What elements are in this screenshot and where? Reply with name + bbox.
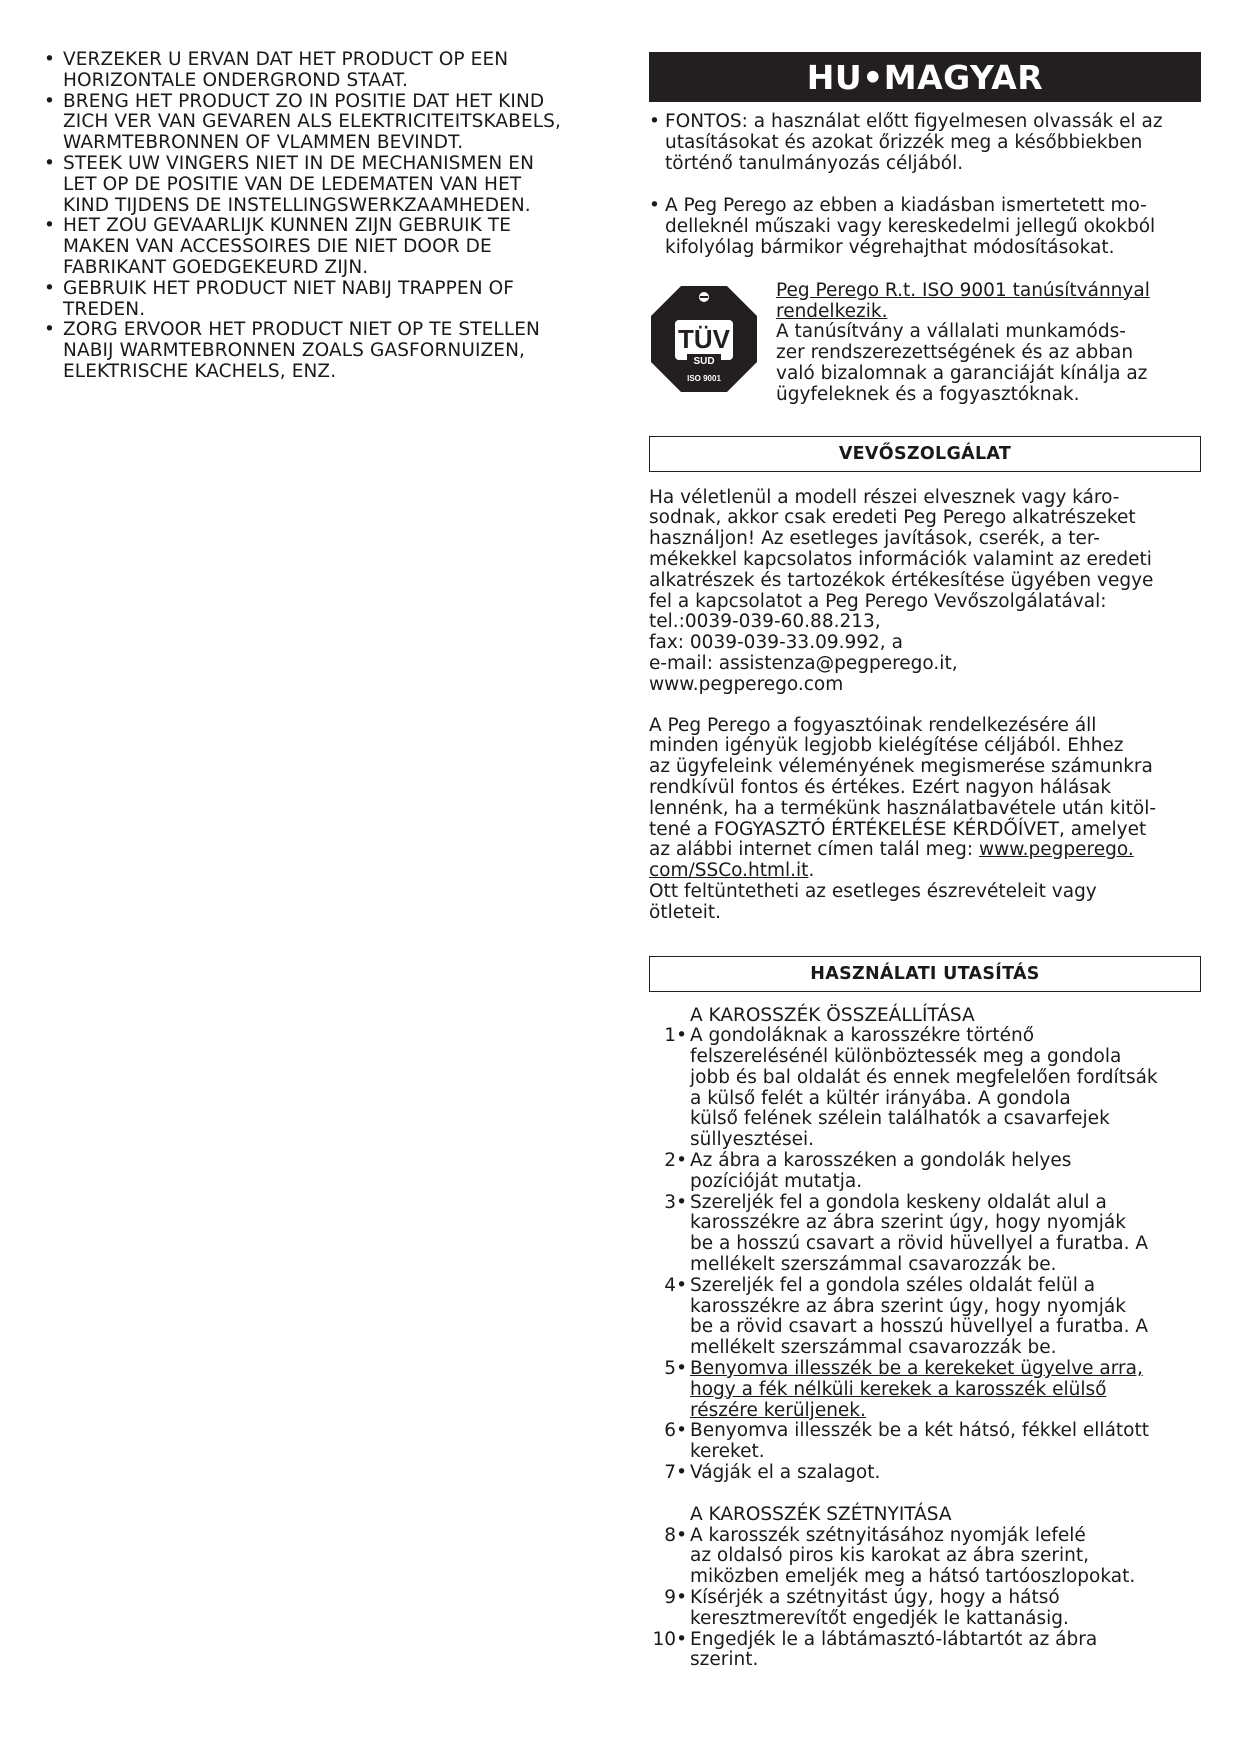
bullet-icon: • xyxy=(676,1358,687,1380)
bullet-icon: • xyxy=(676,1628,687,1650)
logo-main-text: TÜV xyxy=(678,323,730,354)
warning-line: ZORG ERVOOR HET PRODUCT NIET OP TE STELLEN xyxy=(63,319,540,341)
step-number-value: 3 xyxy=(664,1191,677,1213)
step-line: az oldalsó piros kis karokat az ábra szerint, xyxy=(690,1545,1090,1567)
instruction-step xyxy=(649,1463,1201,1484)
step-number xyxy=(649,1151,690,1172)
step-line: Szereljék fel a gondola széles oldalát felül a xyxy=(690,1274,1096,1296)
customer-service-line: mékekkel kapcsolatos információk valamint az eredeti xyxy=(649,548,1152,570)
warning-line: HORIZONTALE ONDERGROND STAAT. xyxy=(63,69,409,91)
intro-line: kifolyólag bármikor végrehajthat módosításokat. xyxy=(665,236,1115,258)
certificate-block xyxy=(649,281,1201,406)
warning-line: VERZEKER U ERVAN DAT HET PRODUCT OP EEN xyxy=(63,49,509,70)
feedback-line: lennénk, ha a termékünk használatbavétele után kitöl- xyxy=(649,797,1157,819)
step-line: be a hosszú csavart a rövid hüvellyel a furatba. A xyxy=(690,1233,1149,1255)
step-line: A gondoláknak a karosszékre történő xyxy=(690,1025,1035,1047)
step-line: felszerelésénél különböztessék meg a gondola xyxy=(690,1046,1122,1068)
step-line: szerint. xyxy=(690,1649,759,1671)
feedback-line: A Peg Perego a fogyasztóinak rendelkezésére áll xyxy=(649,714,1097,736)
survey-link-part2[interactable]: com/SSCo.html.it xyxy=(649,860,809,882)
step-number-value: 10 xyxy=(652,1628,677,1650)
warning-item xyxy=(44,279,604,321)
warning-line: WARMTEBRONNEN OF VLAMMEN BEVINDT. xyxy=(63,132,464,154)
intro-bullet-item xyxy=(649,196,1201,258)
bullet-icon: • xyxy=(676,1274,687,1296)
customer-service-line: használjon! Az esetleges javítások, cserék, a ter- xyxy=(649,528,1100,550)
instruction-step xyxy=(649,1588,1201,1630)
bullet-icon: • xyxy=(676,1587,687,1609)
step-number xyxy=(649,1276,690,1297)
customer-service-paragraph xyxy=(649,488,1201,696)
step-line: Szereljék fel a gondola keskeny oldalát alul a xyxy=(690,1191,1107,1213)
bullet-icon: • xyxy=(44,49,56,70)
certificate-body-line: zer rendszerezettségének és az abban xyxy=(776,342,1134,364)
feedback-link-line xyxy=(649,840,1201,861)
warning-item xyxy=(44,50,604,92)
step-text xyxy=(690,1463,1201,1484)
step-number xyxy=(649,1463,690,1484)
step-number-value: 1 xyxy=(664,1025,677,1047)
instruction-step xyxy=(649,1193,1201,1276)
warning-line: ELEKTRISCHE KACHELS, ENZ. xyxy=(63,360,337,382)
step-number xyxy=(649,1359,690,1380)
logo-sub-text: SUD xyxy=(693,355,715,367)
warning-line: TREDEN. xyxy=(63,298,146,320)
certificate-body xyxy=(776,322,1150,405)
step-number xyxy=(649,1026,690,1047)
intro-line: delleknél műszaki vagy kereskedelmi jellegű okokból xyxy=(665,216,1156,238)
certificate-body-line: való bizalomnak a garanciáját kínálja az xyxy=(776,362,1148,384)
warning-line: NABIJ WARMTEBRONNEN ZOALS GASFORNUIZEN, xyxy=(63,340,526,362)
certificate-body-line: A tanúsítvány a vállalati munkamóds- xyxy=(776,321,1126,343)
warning-line: MAKEN VAN ACCESSOIRES DIE NIET DOOR DE xyxy=(63,236,492,258)
customer-service-line: e-mail: assistenza@pegperego.it, xyxy=(649,652,958,674)
instruction-step xyxy=(649,1026,1201,1151)
step-line: Az ábra a karosszéken a gondolák helyes xyxy=(690,1150,1072,1172)
step-number-value: 2 xyxy=(664,1150,677,1172)
step-number-value: 8 xyxy=(664,1524,677,1546)
warning-list xyxy=(44,50,604,383)
opening-subheading: A KAROSSZÉK SZÉTNYITÁSA xyxy=(690,1503,952,1525)
feedback-tail xyxy=(649,882,1201,924)
certificate-body-line: ügyfeleknek és a fogyasztóknak. xyxy=(776,383,1080,405)
warning-line: LET OP DE POSITIE VAN DE LEDEMATEN VAN HET xyxy=(63,173,522,195)
bullet-icon: • xyxy=(44,90,56,112)
step-line: a külső felét a kültér irányába. A gondola xyxy=(690,1087,1071,1109)
intro-line: FONTOS: a használat előtt figyelmesen olvassák el az xyxy=(665,111,1163,132)
warning-line: GEBRUIK HET PRODUCT NIET NABIJ TRAPPEN OF xyxy=(63,277,515,299)
step-number xyxy=(638,1630,690,1651)
dutch-warnings xyxy=(44,50,604,383)
customer-service-line: fel a kapcsolatot a Peg Perego Vevőszolgálatával: xyxy=(649,590,1107,612)
customer-service-line: tel.:0039-039-60.88.213, xyxy=(649,611,881,633)
step-text xyxy=(690,1359,1201,1421)
step-line: süllyesztései. xyxy=(690,1129,814,1151)
warning-item xyxy=(44,216,604,278)
step-number-value: 6 xyxy=(664,1420,677,1442)
step-line: karosszékre az ábra szerint úgy, hogy nyomják xyxy=(690,1295,1126,1317)
step-line: Benyomva illesszék be a két hátsó, fékkel ellátott xyxy=(690,1420,1149,1442)
instruction-step xyxy=(649,1151,1201,1193)
certificate-title-line: rendelkezik. xyxy=(776,300,888,322)
step-text xyxy=(690,1526,1201,1588)
bullet-icon: • xyxy=(44,215,56,237)
step-text xyxy=(690,1421,1201,1463)
intro-bullet-item xyxy=(649,112,1201,174)
feedback-tail-line: ötleteit. xyxy=(649,901,722,923)
step-number xyxy=(649,1588,690,1609)
warning-item xyxy=(44,320,604,382)
logo-iso-text: ISO 9001 xyxy=(687,373,721,383)
step-line: miközben emeljék meg a hátsó tartóoszlopokat. xyxy=(690,1566,1136,1588)
step-number xyxy=(649,1526,690,1547)
language-header: HU•MAGYAR xyxy=(649,52,1201,102)
bullet-icon: • xyxy=(676,1150,687,1172)
instruction-step xyxy=(649,1526,1201,1588)
customer-service-line: fax: 0039-039-33.09.992, a xyxy=(649,632,903,654)
instruction-step xyxy=(649,1276,1201,1359)
intro-line: utasításokat és azokat őrizzék meg a későbbiekben xyxy=(665,131,1143,153)
customer-service-line: www.pegperego.com xyxy=(649,673,844,695)
step-number-value: 9 xyxy=(664,1587,677,1609)
feedback-link-prefix: az alábbi internet címen talál meg: xyxy=(649,839,979,861)
step-line: Vágják el a szalagot. xyxy=(690,1462,881,1484)
step-number xyxy=(649,1421,690,1442)
intro-bullets xyxy=(649,112,1201,259)
step-text xyxy=(690,1193,1201,1276)
feedback-line: az ügyfeleink véleményének megismerése számunkra xyxy=(649,756,1153,778)
step-line: Benyomva illesszék be a kerekeket ügyelve arra, xyxy=(690,1358,1143,1380)
step-text xyxy=(690,1151,1201,1193)
instruction-step xyxy=(649,1359,1201,1421)
warning-line: BRENG HET PRODUCT ZO IN POSITIE DAT HET KIND xyxy=(63,90,545,112)
instructions-heading: HASZNÁLATI UTASÍTÁS xyxy=(649,956,1201,992)
step-line: be a rövid csavart a hosszú hüvellyel a furatba. A xyxy=(690,1316,1149,1338)
feedback-line: tené a FOGYASZTÓ ÉRTÉKELÉSE KÉRDŐÍVET, amelyet xyxy=(649,818,1147,840)
feedback-lines xyxy=(649,716,1201,841)
warning-line: HET ZOU GEVAARLIJK KUNNEN ZIJN GEBRUIK TE xyxy=(63,215,512,237)
step-line: mellékelt szerszámmal csavarozzák be. xyxy=(690,1254,1057,1276)
step-line: hogy a fék nélküli kerekek a karosszék elülső xyxy=(690,1378,1107,1400)
feedback-link-line-2 xyxy=(649,861,1201,882)
step-line: Kísérjék a szétnyitást úgy, hogy a hátsó xyxy=(690,1587,1060,1609)
step-line: pozícióját mutatja. xyxy=(690,1170,863,1192)
feedback-line: rendkívül fontos és értékes. Ezért nagyon hálásak xyxy=(649,776,1112,798)
instruction-steps xyxy=(649,1006,1201,1672)
customer-service-line: Ha véletlenül a modell részei elvesznek vagy káro- xyxy=(649,486,1120,508)
bullet-icon: • xyxy=(649,195,660,217)
step-line: mellékelt szerszámmal csavarozzák be. xyxy=(690,1337,1057,1359)
bullet-icon: • xyxy=(676,1524,687,1546)
customer-service-line: sodnak, akkor csak eredeti Peg Perego alkatrészeket xyxy=(649,507,1136,529)
step-line: jobb és bal oldalát és ennek megfelelően fordítsák xyxy=(690,1066,1158,1088)
step-line: külső felének szélein találhatók a csavarfejek xyxy=(690,1108,1110,1130)
step-line: részére kerüljenek. xyxy=(690,1399,866,1421)
warning-line: ZICH VER VAN GEVAREN ALS ELEKTRICITEITSKABELS, xyxy=(63,111,561,133)
step-number-value: 7 xyxy=(664,1462,677,1484)
customer-service-heading: VEVŐSZOLGÁLAT xyxy=(649,436,1201,472)
step-number xyxy=(649,1193,690,1214)
warning-line: STEEK UW VINGERS NIET IN DE MECHANISMEN EN xyxy=(63,152,535,174)
step-line: keresztmerevítőt engedjék le kattanásig. xyxy=(690,1607,1069,1629)
warning-line: FABRIKANT GOEDGEKEURD ZIJN. xyxy=(63,256,369,278)
feedback-line: minden igényük legjobb kielégítése céljából. Ehhez xyxy=(649,735,1124,757)
step-line: karosszékre az ábra szerint úgy, hogy nyomják xyxy=(690,1212,1126,1234)
warning-line: KIND TIJDENS DE INSTELLINGSWERKZAAMHEDEN. xyxy=(63,194,531,216)
step-line: Engedjék le a lábtámasztó-lábtartót az ábra xyxy=(690,1628,1098,1650)
step-line: A karosszék szétnyitásához nyomják lefelé xyxy=(690,1524,1086,1546)
feedback-tail-line: Ott feltüntetheti az esetleges észrevételeit vagy xyxy=(649,880,1097,902)
tuv-logo-icon xyxy=(649,284,759,394)
step-number-value: 5 xyxy=(664,1358,677,1380)
instruction-step xyxy=(649,1421,1201,1463)
bullet-icon: • xyxy=(676,1191,687,1213)
bullet-icon: • xyxy=(676,1462,687,1484)
survey-link-part1[interactable]: www.pegperego. xyxy=(978,839,1134,861)
assembly-subheading: A KAROSSZÉK ÖSSZEÁLLÍTÁSA xyxy=(690,1004,975,1026)
step-number-value: 4 xyxy=(664,1274,677,1296)
bullet-icon: • xyxy=(649,111,660,132)
step-text xyxy=(690,1588,1201,1630)
bullet-icon: • xyxy=(44,319,56,341)
hungarian-section xyxy=(649,52,1201,1671)
intro-line: A Peg Perego az ebben a kiadásban ismertetett mo- xyxy=(665,195,1147,217)
bullet-icon: • xyxy=(676,1420,687,1442)
step-text xyxy=(690,1026,1201,1151)
warning-item xyxy=(44,154,604,216)
certificate-title-line: Peg Perego R.t. ISO 9001 tanúsítvánnyal xyxy=(776,279,1150,301)
feedback-paragraph xyxy=(649,716,1201,924)
intro-line: történő tanulmányozás céljából. xyxy=(665,152,964,174)
bullet-icon: • xyxy=(44,277,56,299)
bullet-icon: • xyxy=(44,152,56,174)
step-text xyxy=(690,1276,1201,1359)
instruction-step xyxy=(649,1630,1201,1672)
step-text xyxy=(690,1630,1201,1672)
feedback-link-suffix: . xyxy=(808,860,815,882)
bullet-icon: • xyxy=(676,1025,687,1047)
warning-item xyxy=(44,92,604,154)
step-line: kereket. xyxy=(690,1441,765,1463)
certificate-text xyxy=(776,281,1150,406)
customer-service-line: alkatrészek és tartozékok értékesítése ügyében vegye xyxy=(649,569,1154,591)
